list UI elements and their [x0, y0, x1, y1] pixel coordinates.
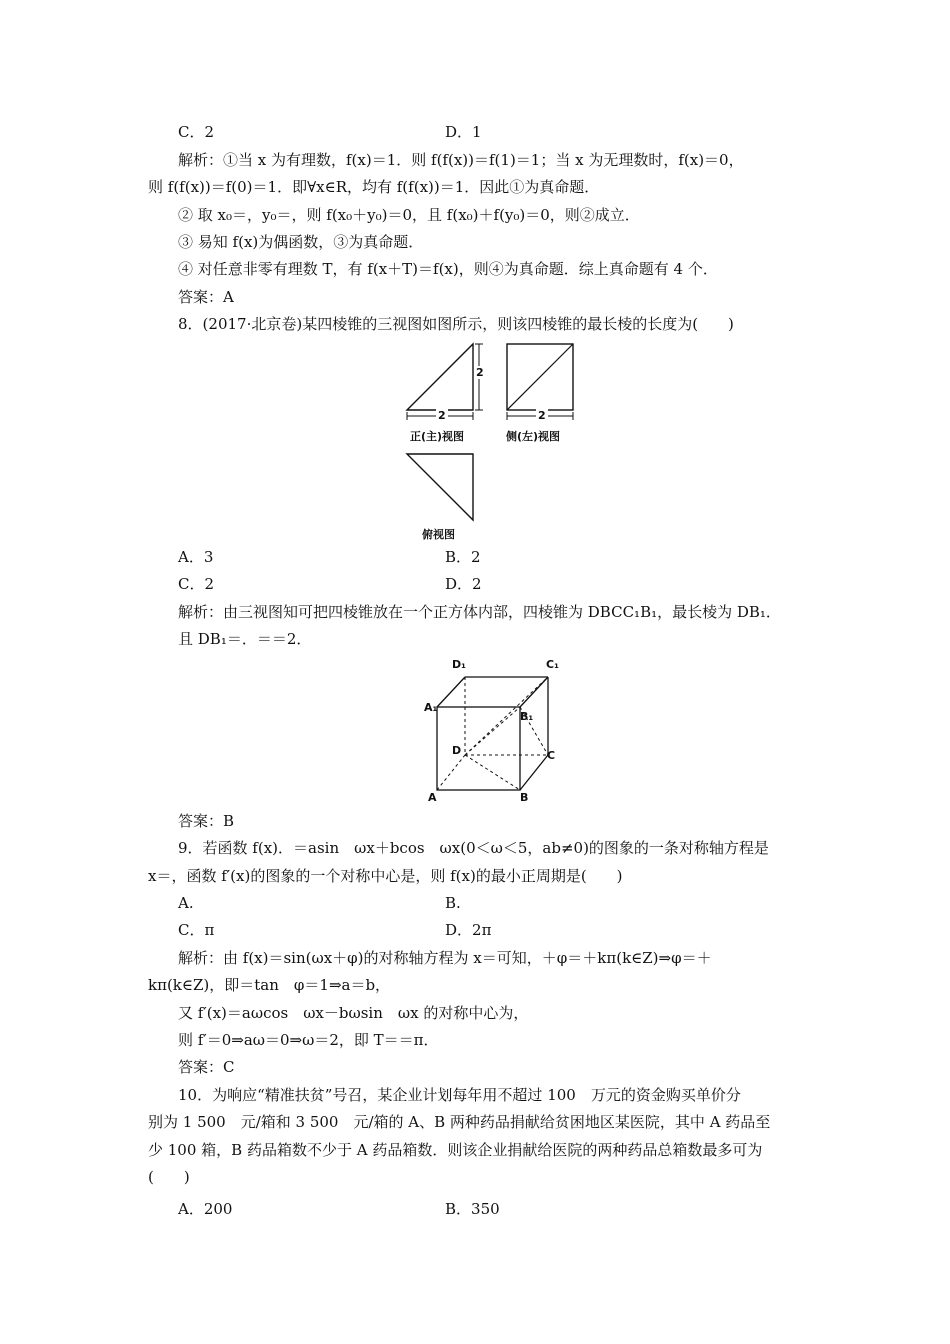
q8-option-d: D．2 — [445, 575, 482, 593]
side-view-width-dim: 2 — [538, 409, 546, 422]
q8-solution-line: 且 DB₁＝．＝＝2． — [178, 630, 312, 648]
cube-label-b: B — [520, 791, 529, 804]
side-view-label: 侧(左)视图 — [506, 430, 561, 443]
q7-solution-line: ④ 对任意非零有理数 T，有 f(x＋T)＝f(x)，则④为真命题．综上真命题有 4 个． — [178, 260, 718, 278]
q8-stem: 8．(2017·北京卷)某四棱锥的三视图如图所示，则该四棱锥的最长棱的长度为( ) — [178, 315, 734, 333]
q9-stem-line: 9．若函数 f(x)．＝asin ωx＋bcos ωx(0＜ω＜5，ab≠0)的图象的一条对称轴方程是 — [178, 839, 769, 857]
q10-option-b: B．350 — [445, 1200, 500, 1218]
front-view-width-dim: 2 — [438, 409, 446, 422]
cube-label-d: D — [452, 744, 462, 757]
q7-solution-line: 则 f(f(x))＝f(0)＝1．即∀x∈R，均有 f(f(x))＝1．因此①为真命题． — [148, 178, 600, 196]
q9-option-a: A. — [178, 894, 194, 912]
q9-solution-line: 则 f′＝0⇒aω＝0⇒ω＝2，即 T＝＝π． — [178, 1031, 439, 1049]
cube-label-d1: D₁ — [452, 658, 466, 671]
q8-option-b: B．2 — [445, 548, 481, 566]
q7-solution-line: ② 取 x₀＝，y₀＝，则 f(x₀＋y₀)＝0，且 f(x₀)＋f(y₀)＝0，则②成立． — [178, 206, 640, 224]
cube-label-c1: C₁ — [546, 658, 559, 671]
cube-label-a: A — [428, 791, 437, 804]
cube-label-c: C — [547, 749, 556, 762]
q7-option-c: C．2 — [178, 123, 215, 141]
q7-answer: 答案：A — [178, 288, 234, 306]
q9-option-b: B. — [445, 894, 461, 912]
q9-answer: 答案：C — [178, 1058, 235, 1076]
q9-stem-line: x＝，函数 f′(x)的图象的一个对称中心是，则 f(x)的最小正周期是( ) — [148, 867, 623, 885]
q7-solution-line: 解析：①当 x 为有理数，f(x)＝1．则 f(f(x))＝f(1)＝1；当 x 为无理数时，f(x)＝0， — [178, 151, 744, 169]
top-view-drawing — [407, 454, 473, 520]
q10-option-a: A．200 — [178, 1200, 233, 1218]
q8-option-c: C．2 — [178, 575, 215, 593]
cube-label-a1: A₁ — [424, 701, 438, 714]
q9-option-d: D．2π — [445, 921, 492, 939]
top-view-label: 俯视图 — [422, 528, 455, 541]
front-view-label: 正(主)视图 — [410, 430, 465, 443]
cube-figure — [420, 655, 565, 805]
front-view-height-dim: 2 — [476, 366, 484, 379]
q9-solution-line: 解析：由 f(x)＝sin(ωx＋φ)的对称轴方程为 x＝可知，＋φ＝＋kπ(k∈Z)⇒φ＝＋ — [178, 949, 712, 967]
q9-solution-line: kπ(k∈Z)，即＝tan φ＝1⇒a＝b， — [148, 976, 391, 994]
q9-solution-line: 又 f′(x)＝aωcos ωx－bωsin ωx 的对称中心为， — [178, 1004, 529, 1022]
cube-label-b1: B₁ — [520, 710, 534, 723]
q9-option-c: C．π — [178, 921, 215, 939]
q8-solution-line: 解析：由三视图知可把四棱锥放在一个正方体内部，四棱锥为 DBCC₁B₁，最长棱为 DB₁． — [178, 603, 781, 621]
q10-stem-line: 少 100 箱，B 药品箱数不少于 A 药品箱数．则该企业捐献给医院的两种药品总箱数最多可为 — [148, 1141, 763, 1159]
q10-stem-line: 10．为响应“精准扶贫”号召，某企业计划每年用不超过 100 万元的资金购买单价分 — [178, 1086, 741, 1104]
q7-solution-line: ③ 易知 f(x)为偶函数，③为真命题． — [178, 233, 424, 251]
q10-stem-line: ( ) — [148, 1168, 190, 1186]
q7-option-d: D．1 — [445, 123, 482, 141]
q10-stem-line: 别为 1 500 元/箱和 3 500 元/箱的 A、B 两种药品捐献给贫困地区某医院，其中 A 药品至 — [148, 1113, 771, 1131]
q8-option-a: A．3 — [178, 548, 214, 566]
q8-answer: 答案：B — [178, 812, 235, 830]
